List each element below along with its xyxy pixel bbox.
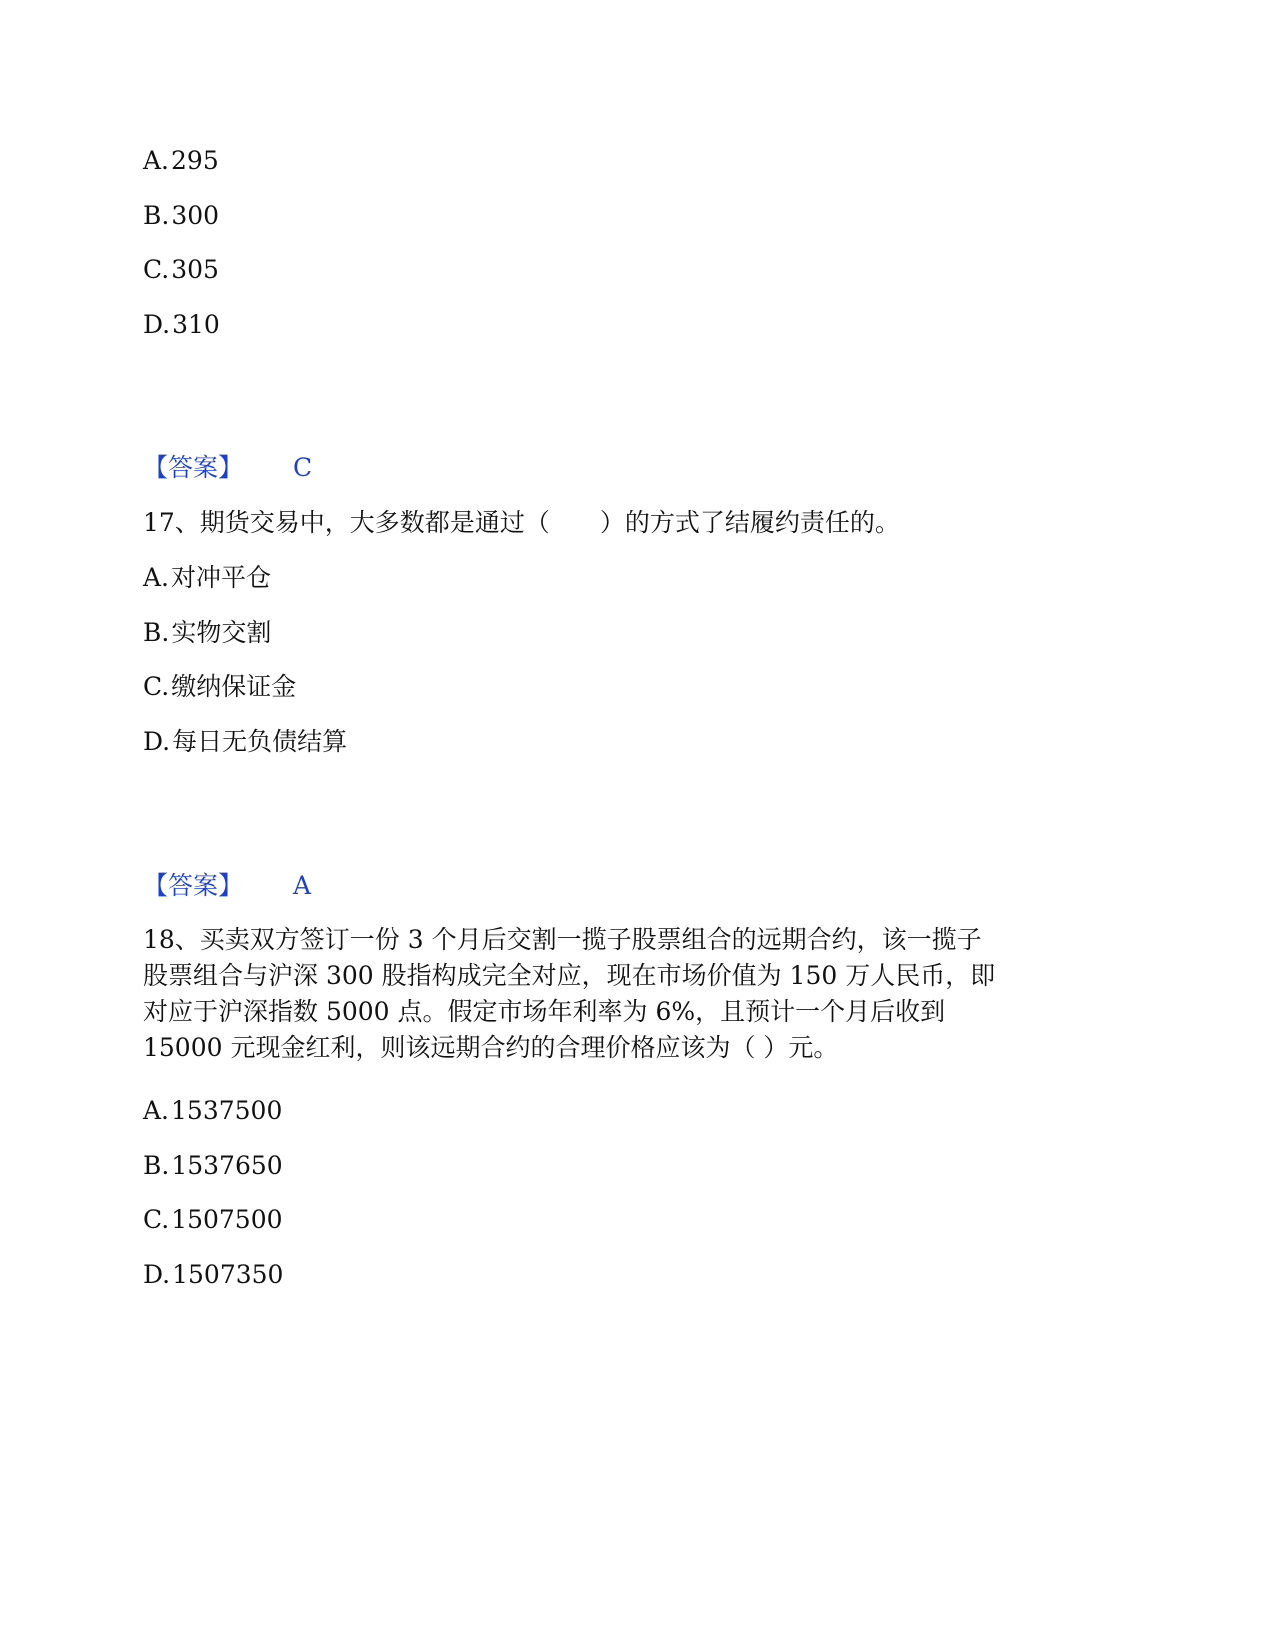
answer-value: C xyxy=(293,453,313,482)
q16-option-d xyxy=(143,307,220,343)
option-text: 1507500 xyxy=(171,1205,283,1234)
q16-option-b xyxy=(143,198,219,234)
q17-option-d xyxy=(143,724,347,760)
q17-option-a xyxy=(143,560,271,596)
option-letter: A. xyxy=(143,146,170,175)
option-text: 310 xyxy=(172,310,220,339)
q18-option-c xyxy=(143,1202,283,1238)
option-text: 实物交割 xyxy=(171,618,272,647)
q18-option-d xyxy=(143,1257,283,1293)
option-text: 300 xyxy=(171,201,220,230)
option-letter: B. xyxy=(143,1151,170,1180)
option-text: 对冲平仓 xyxy=(171,563,272,592)
option-letter: D. xyxy=(143,727,171,756)
option-text: 每日无负债结算 xyxy=(172,727,348,756)
option-letter: C. xyxy=(143,672,170,701)
q18-stem-line: 股票组合与沪深 300 股指构成完全对应，现在市场价值为 150 万人民币，即 xyxy=(143,961,996,990)
option-text: 1537500 xyxy=(171,1096,283,1125)
option-letter: C. xyxy=(143,255,170,284)
option-text: 1507350 xyxy=(172,1260,284,1289)
q16-option-c xyxy=(143,252,219,288)
option-letter: B. xyxy=(143,618,170,647)
q18-option-a xyxy=(143,1093,282,1129)
option-text: 295 xyxy=(171,146,219,175)
option-letter: A. xyxy=(143,563,170,592)
option-letter: D. xyxy=(143,310,171,339)
option-letter: B. xyxy=(143,201,170,230)
option-letter: C. xyxy=(143,1205,170,1234)
q18-stem-line: 对应于沪深指数 5000 点。假定市场年利率为 6%，且预计一个月后收到 xyxy=(143,997,946,1026)
answer-label: 【答案】 xyxy=(143,871,244,900)
q18-stem-line: 18、买卖双方签订一份 3 个月后交割一揽子股票组合的远期合约，该一揽子 xyxy=(143,925,982,954)
q16-answer xyxy=(143,450,312,486)
option-text: 1537650 xyxy=(171,1151,283,1180)
q17-option-c xyxy=(143,669,296,705)
answer-label: 【答案】 xyxy=(143,453,244,482)
q17-answer xyxy=(143,868,311,904)
q18-stem-line: 15000 元现金红利，则该远期合约的合理价格应该为（ ）元。 xyxy=(143,1033,839,1062)
q17-stem: 17、期货交易中，大多数都是通过（ ）的方式了结履约责任的。 xyxy=(143,508,900,537)
q18-option-b xyxy=(143,1148,283,1184)
option-text: 缴纳保证金 xyxy=(171,672,297,701)
q17-option-b xyxy=(143,615,271,651)
answer-value: A xyxy=(293,871,312,900)
option-letter: D. xyxy=(143,1260,171,1289)
q16-option-a xyxy=(143,143,219,179)
option-letter: A. xyxy=(143,1096,170,1125)
option-text: 305 xyxy=(171,255,219,284)
